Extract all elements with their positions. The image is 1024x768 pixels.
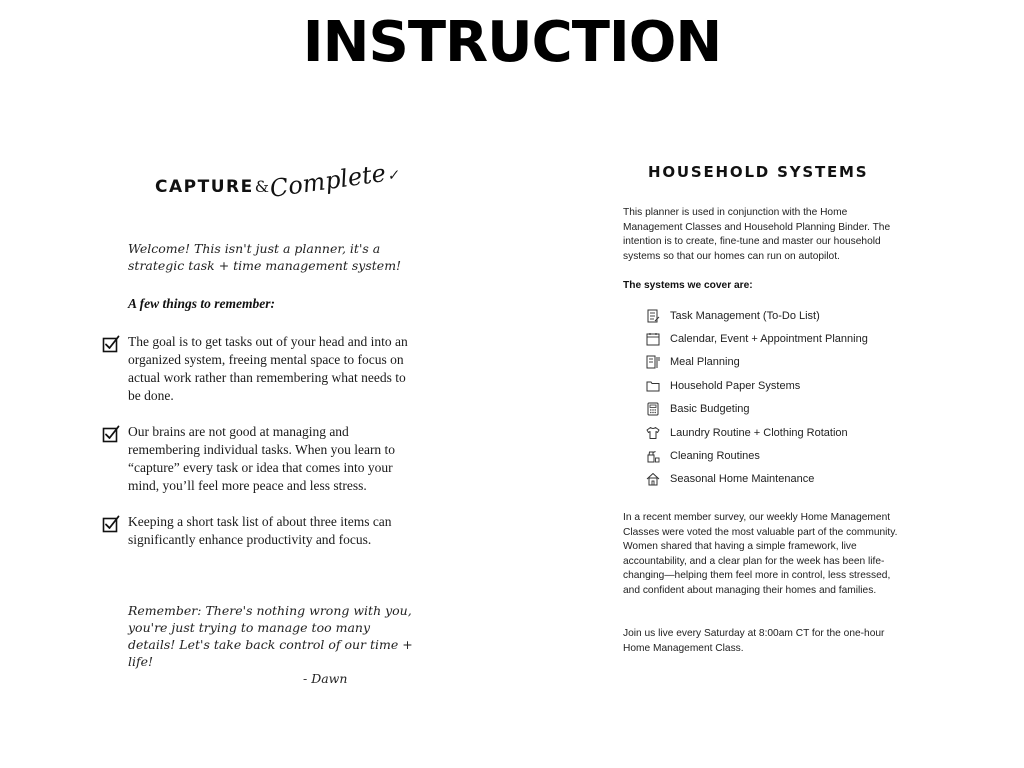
checked-box-icon (102, 425, 120, 443)
checked-box-icon (102, 515, 120, 533)
system-item (646, 351, 916, 374)
system-item (646, 468, 916, 491)
system-item (646, 421, 916, 444)
system-label: Laundry Routine + Clothing Rotation (670, 426, 848, 439)
spray-bottle-icon (646, 449, 660, 463)
system-label: Cleaning Routines (670, 450, 760, 463)
brand-logo (155, 158, 400, 203)
remember-list (100, 333, 420, 549)
remember-text: Keeping a short task list of about three items can significantly enhance productivity and focus. (128, 514, 392, 547)
calendar-icon (646, 332, 660, 346)
systems-title (648, 163, 912, 181)
remember-text: Our brains are not good at managing and remembering individual tasks. When you learn to “capture” every task or idea that comes into your mind, you’ll feel more peace and less stress. (128, 424, 396, 493)
page-heading: INSTRUCTION (302, 10, 722, 75)
system-item (646, 327, 916, 350)
brand-check-icon: ✓ (385, 167, 400, 185)
remember-heading: A few things to remember: (128, 296, 276, 311)
system-label: Calendar, Event + Appointment Planning (670, 333, 868, 346)
system-label: Basic Budgeting (670, 403, 750, 416)
brand-ampersand: & (254, 177, 269, 196)
intro-paragraph: This planner is used in conjunction with the Home Management Classes and Household Planning Binder. The intention is to create, fine-tune and master our household systems so that our homes can run on autopilot. (623, 207, 891, 262)
calculator-icon (646, 402, 660, 416)
system-item (646, 398, 916, 421)
remember-text: The goal is to get tasks out of your head and into an organized system, freeing mental space to focus on actual work rather than remembering what needs to be done. (128, 334, 408, 403)
systems-cover-heading: The systems we cover are: (623, 280, 753, 291)
signature: - Dawn (303, 671, 348, 686)
system-label: Task Management (To-Do List) (670, 309, 820, 322)
system-label: Meal Planning (670, 356, 740, 369)
folder-icon (646, 379, 660, 393)
system-label: Seasonal Home Maintenance (670, 473, 815, 486)
system-item (646, 304, 916, 327)
checked-box-icon (102, 335, 120, 353)
system-item (646, 444, 916, 467)
brand-script (268, 157, 400, 203)
closing-note (128, 602, 413, 687)
remember-item (100, 513, 420, 549)
system-label: Household Paper Systems (670, 379, 801, 392)
utensils-icon (646, 355, 660, 369)
join-paragraph: Join us live every Saturday at 8:00am CT for the one-hour Home Management Class. (623, 628, 885, 654)
shirt-icon (646, 426, 660, 440)
brand-script-text: Complete (268, 158, 388, 203)
brand-main: CAPTURE (155, 177, 254, 197)
remember-item (100, 423, 420, 495)
system-item (646, 374, 916, 397)
systems-list (646, 304, 916, 491)
remember-item (100, 333, 420, 405)
right-page (622, 163, 912, 654)
closing-text: Remember: There's nothing wrong with you, you're just trying to manage too many details! Let's take back control of our time + life! (128, 603, 413, 669)
house-icon (646, 472, 660, 486)
welcome-note: Welcome! This isn't just a planner, it's a strategic task + time management system! (128, 241, 402, 273)
systems-title-light: HOUSEHOLD (648, 163, 771, 181)
checklist-icon (646, 309, 660, 323)
survey-paragraph: In a recent member survey, our weekly Home Management Classes were voted the most valuable part of the community. Women shared that having a simple framework, live accountability, and a clear plan for the week has been life-changing—helping them feel more in control, less stressed, and confident about managing their homes and families. (623, 512, 898, 596)
systems-title-bold: SYSTEMS (777, 163, 869, 181)
